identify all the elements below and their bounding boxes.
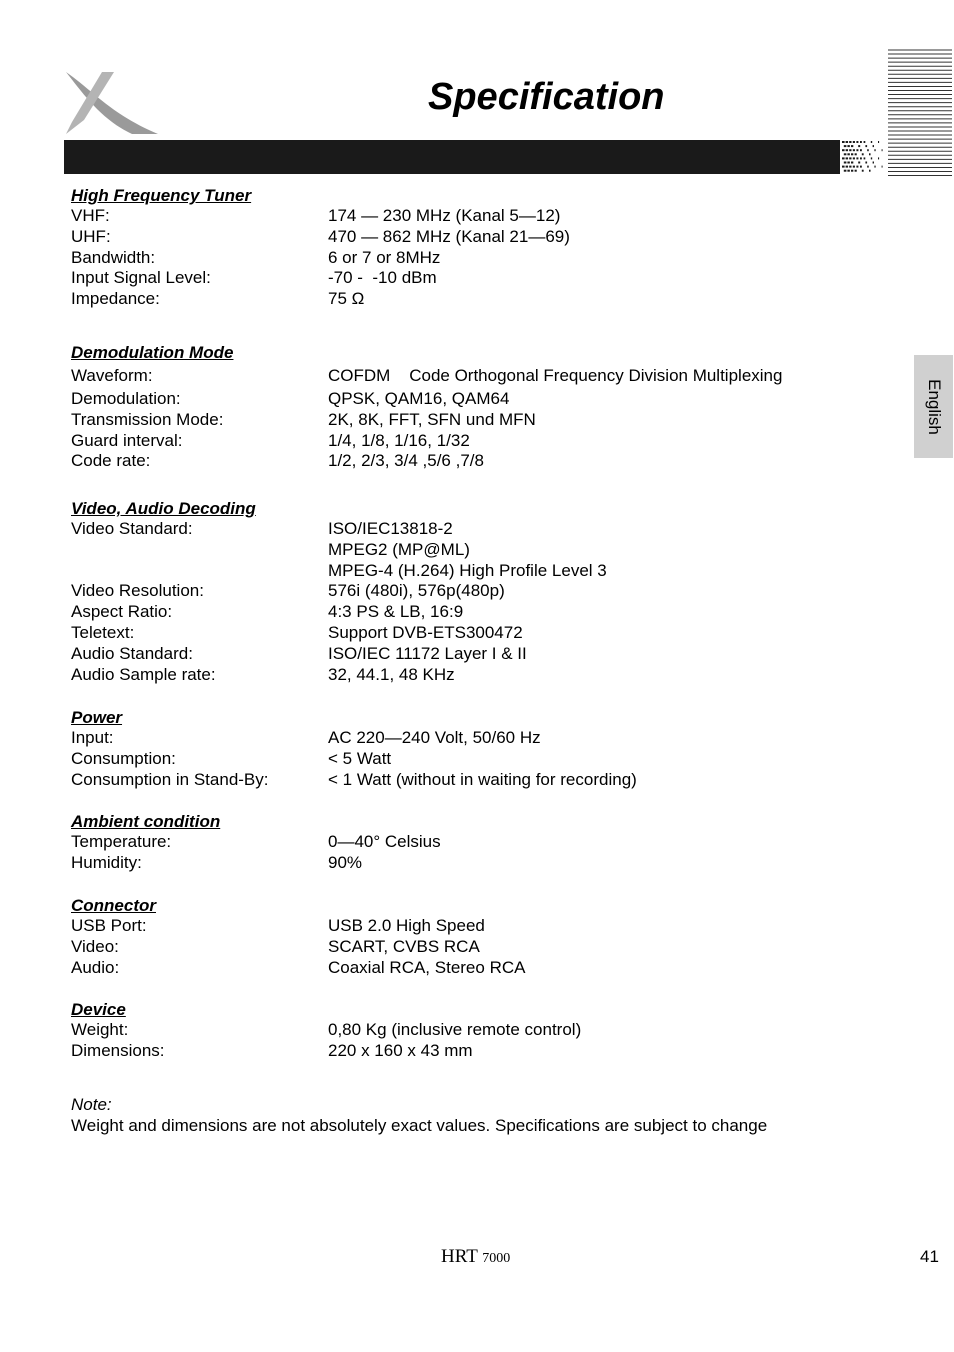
spec-row [71,665,861,686]
spec-label: Input Signal Level: [71,268,211,288]
spec-label: Audio Standard: [71,643,193,663]
spec-value: Support DVB-ETS300472 [328,622,523,642]
section-heading: Demodulation Mode [71,343,234,362]
spec-value: 4:3 PS & LB, 16:9 [328,602,464,622]
spec-label: Temperature: [71,832,172,851]
spec-row [71,623,861,644]
spec-value: ISO/IEC 11172 Layer I & II [328,643,527,663]
spec-row [71,363,861,389]
spec-label: Video: [71,936,119,956]
spec-row [71,958,861,979]
spec-value: 174 — 230 MHz (Kanal 5—12) [328,206,561,225]
spec-value: QPSK, QAM16, QAM64 [328,389,510,408]
spec-label: Weight: [71,1020,129,1039]
language-tab [914,355,953,458]
spec-label: Teletext: [71,622,135,642]
spec-value: 32, 44.1, 48 KHz [328,664,455,684]
spec-value: 0,80 Kg (inclusive remote control) [328,1020,582,1039]
spec-row [71,248,861,269]
spec-value: 470 — 862 MHz (Kanal 21—69) [328,226,570,246]
spec-row [71,206,861,227]
model-number: 7000 [482,1251,511,1266]
spec-label: Video Resolution: [71,581,204,601]
spec-row [71,410,861,431]
spec-value: 220 x 160 x 43 mm [328,1040,473,1060]
spec-label: Transmission Mode: [71,409,224,429]
spec-label: Guard interval: [71,430,183,450]
section-demodulation-mode [71,342,861,498]
section-heading: Ambient condition [71,812,221,831]
section-heading: High Frequency Tuner [71,186,252,205]
note-heading: Note: [71,1095,112,1114]
spec-label: UHF: [71,226,111,246]
spec-value: AC 220—240 Volt, 50/60 Hz [328,728,541,747]
header-bar [64,140,886,174]
section-high-frequency-tuner [71,185,861,342]
section-power [71,707,861,811]
section-heading: Power [71,708,123,727]
spec-value: 576i (480i), 576p(480p) [328,581,505,601]
spec-row [71,561,861,582]
spec-row [71,770,861,791]
spec-row [71,581,861,602]
spec-label: Bandwidth: [71,247,156,267]
spec-label: Consumption: [71,748,176,768]
spec-row [71,728,861,749]
spec-label: Consumption in Stand-By: [71,769,269,789]
footer-model-name [441,1246,510,1270]
spec-value: 1/2, 2/3, 3/4 ,5/6 ,7/8 [328,451,484,471]
spec-row [71,1041,861,1062]
spec-row [71,268,861,289]
spec-row [71,749,861,770]
spec-label [71,540,328,561]
section-heading: Connector [71,896,156,915]
corner-stripes-decoration [888,48,952,180]
spec-value: MPEG2 (MP@ML) [328,539,470,559]
spec-row [71,227,861,248]
spec-label: Code rate: [71,451,151,471]
spec-label: Waveform: [71,366,153,385]
spec-label: VHF: [71,206,110,225]
spec-row [71,389,861,410]
spec-label: Audio Sample rate: [71,664,216,684]
section-heading: Video, Audio Decoding [71,499,256,518]
spec-value: SCART, CVBS RCA [328,936,480,956]
language-tab-label: English [924,378,944,435]
spec-row [71,937,861,958]
model-name: HRT [441,1246,478,1267]
section-video-audio-decoding [71,498,861,707]
spec-value: 2K, 8K, FFT, SFN und MFN [328,409,536,429]
spec-value: Coaxial RCA, Stereo RCA [328,957,526,977]
spec-value: 1/4, 1/8, 1/16, 1/32 [328,430,470,450]
section-device [71,999,861,1062]
spec-row [71,519,861,540]
spec-label: Demodulation: [71,389,181,408]
spec-value: < 5 Watt [328,748,392,768]
spec-list [71,185,861,1062]
spec-label: Audio: [71,957,120,977]
spec-row [71,451,861,472]
spec-row [71,1020,861,1041]
spec-row [71,832,861,853]
spec-row [71,644,861,665]
section-connector [71,895,861,999]
spec-label: Dimensions: [71,1040,165,1060]
spec-label: Humidity: [71,852,142,872]
spec-value: ISO/IEC13818-2 [328,519,453,538]
page-number: 41 [920,1247,939,1266]
spec-label: Impedance: [71,289,160,309]
spec-label: Input: [71,728,114,747]
spec-value: USB 2.0 High Speed [328,916,485,935]
page-title: Specification [428,76,665,118]
spec-value: 90% [328,852,363,872]
spec-row [71,602,861,623]
spec-value: < 1 Watt (without in waiting for recording) [328,769,637,789]
spec-label: Aspect Ratio: [71,602,173,622]
spec-label: USB Port: [71,916,147,935]
brand-x-logo-icon [62,70,162,136]
spec-value: 75 Ω [328,289,365,309]
spec-value: 0—40° Celsius [328,832,441,851]
spec-label: Video Standard: [71,519,193,538]
section-heading: Device [71,1000,126,1019]
spec-row [71,853,861,874]
spec-value: COFDM Code Orthogonal Frequency Division Multiplexing [328,366,783,385]
spec-value: 6 or 7 or 8MHz [328,247,441,267]
note-text: Weight and dimensions are not absolutely exact values. Specifications are subject to change [71,1116,768,1135]
spec-row [71,916,861,937]
spec-value: -70 - -10 dBm [328,268,437,288]
section-ambient-condition [71,811,861,895]
spec-row [71,540,861,561]
spec-row [71,289,861,310]
spec-label [71,561,328,582]
spec-row [71,431,861,452]
spec-value: MPEG-4 (H.264) High Profile Level 3 [328,560,607,580]
